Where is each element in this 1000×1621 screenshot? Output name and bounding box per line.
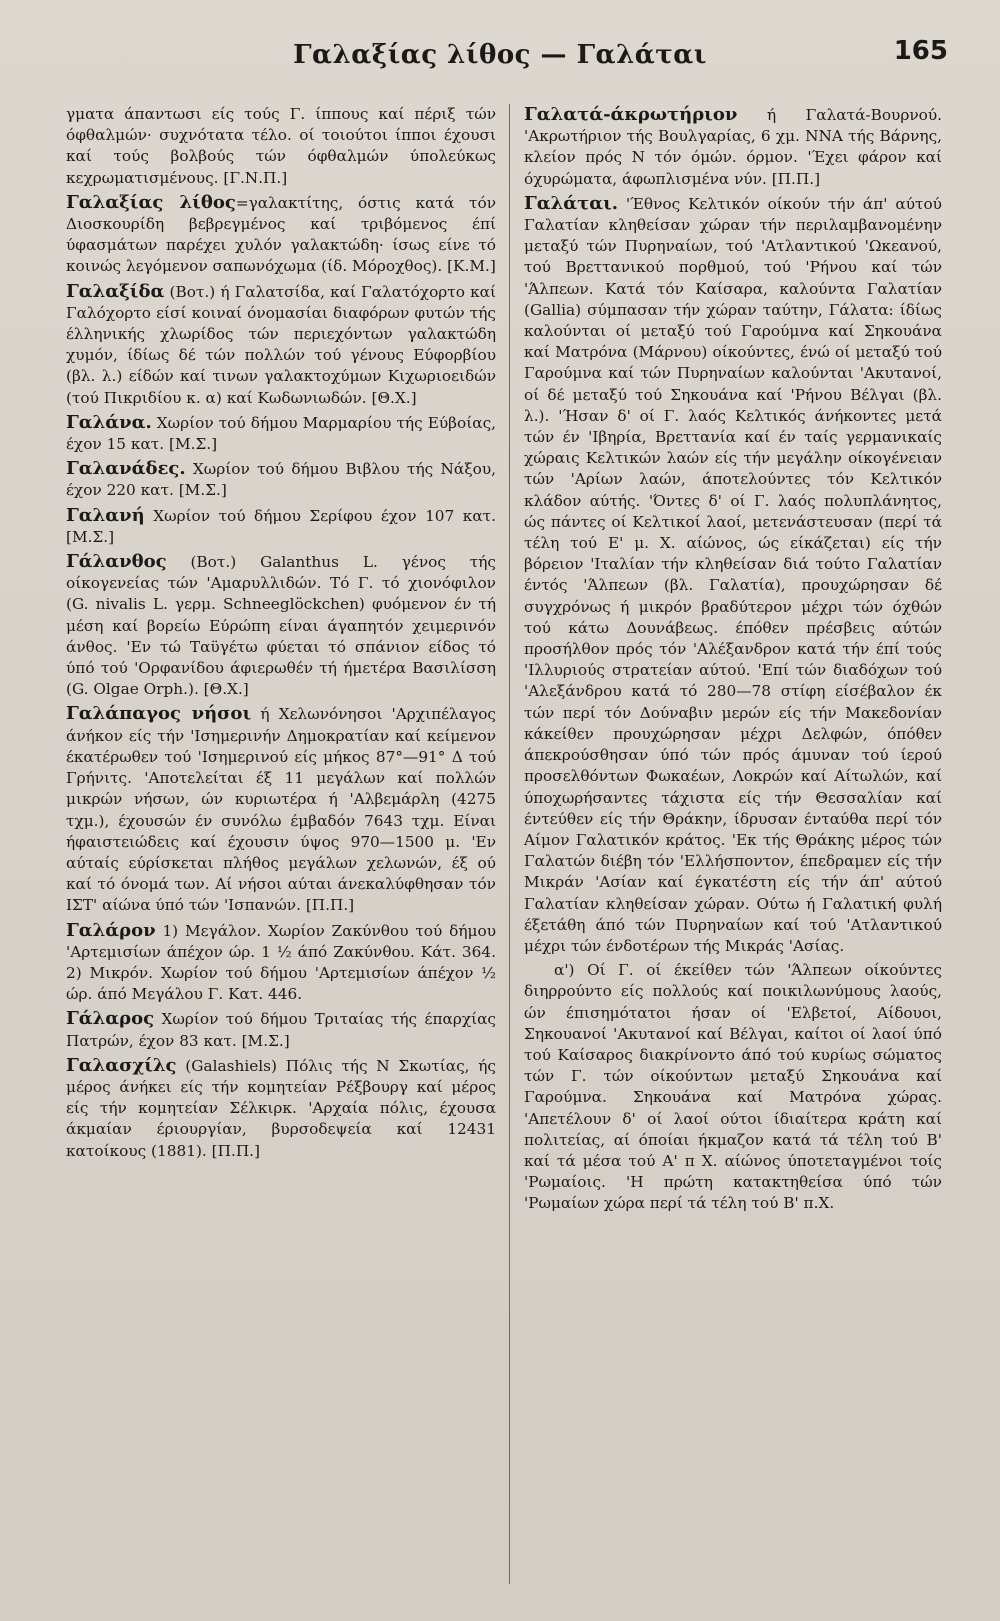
- entry-text: =γαλακτίτης, όστις κατά τόν Διοσκουρίδη βεβρεγμένος καί τριβόμενος έπί ύφασμάτων παρέχει χυλόν γαλακτώδη· ίσως είνε τό κοινώς λεγόμενον σαπωνόχωμα (ίδ. Μόροχθος). [Κ.Μ.]: [66, 193, 496, 276]
- entry-text: (Βοτ.) Galanthus L. γένος τής οίκογενείας τών 'Αμαρυλλιδών. Τό Γ. τό χιονόφιλον (G. nivalis L. γερμ. Schneeglöckchen) φυόμενον έν τή μέση καί βορείω Εύρώπη είναι άγαπητόν χειμερινόν άνθος. 'Εν τώ Ταϋγέτω φύεται τό σπάνιον είδος τό ύπό τού 'Ορφανίδου άφιερωθέν τή ήμετέρα Βασιλίσση (G. Olgae Orph.). [Θ.Χ.]: [66, 553, 496, 699]
- entry: [66, 458, 496, 501]
- entry-text: ή Γαλατά-Βουρνού. 'Ακρωτήριον τής Βουλγαρίας, 6 χμ. ΝΝΑ τής Βάρνης, κλείον πρός Ν τόν όμών. όρμον. 'Έχει φάρον καί όχυρώματα, άφωπλισμένα νύν. [Π.Π.]: [524, 106, 942, 188]
- entry-text: ή Χελωνόνησοι 'Αρχιπέλαγος άνήκον είς τήν 'Ισημερινήν Δημοκρατίαν καί κείμενον έκατέρωθεν τού 'Ισημερινού είς μήκος 87°—91° Δ τού Γρήνιτς. 'Αποτελείται έξ 11 μεγάλων καί πολλών μικρών νήσων, ών κυριωτέρα ή 'Αλβεμάρλη (4275 τχμ.), έχουσών έν συνόλω έμβαδόν 7643 τχμ. Είναι ήφαιστειώδεις καί έχουσιν ύψος 970—1500 μ. 'Εν αύταίς εύρίσκεται πλήθος μεγάλων χελωνών, έξ ού καί τό όνομά των. Αί νήσοι αύται άνεκαλύφθησαν τόν ΙΣΤ' αίώνα ύπό τών 'Ισπανών. [Π.Π.]: [66, 705, 496, 915]
- entry-headword: Γαλάται.: [524, 192, 619, 214]
- entry: [524, 104, 942, 190]
- entry-headword: Γαλάπαγος νήσοι: [66, 703, 252, 725]
- entry-text: Χωρίον τού δήμου Μαρμαρίου τής Εύβοίας, έχον 15 κατ. [Μ.Σ.]: [66, 413, 496, 454]
- entry-text: 1) Μεγάλον. Χωρίον Ζακύνθου τού δήμου 'Αρτεμισίων άπέχον ώρ. 1 ½ άπό Ζακύνθου. Κάτ. 364. 2) Μικρόν. Χωρίον τού δήμου 'Αρτεμισίων άπέχον ½ ώρ. άπό Μεγάλου Γ. Κατ. 446.: [66, 921, 496, 1004]
- entry-text: (Βοτ.) ή Γαλατσίδα, καί Γαλατόχορτο καί Γαλόχορτο είσί κοιναί όνομασίαι διαφόρων φυτών τής έλληνικής χλωρίδος τών περιεχόντων γαλακτώδη χυμόν, ίδίως δέ τών πολλών τού γένους Εύφορβίου (βλ. λ.) είδών καί τινων γαλακτοχύμων Κιχωριοειδών (τού Πικριδίου κ. α) καί Κωδωνιωδών. [Θ.Χ.]: [66, 282, 496, 407]
- entry: [66, 551, 496, 700]
- entry-headword: Γαλάρον: [66, 919, 156, 941]
- entry: [66, 104, 496, 189]
- entry-headword: Γαλασχίλς: [66, 1054, 177, 1076]
- entry-headword: Γαλαξίας λίθος: [66, 191, 236, 213]
- entry: [66, 1055, 496, 1162]
- entry: [524, 960, 942, 1214]
- entry-text: γματα άπαντωσι είς τούς Γ. ίππους καί πέριξ τών όφθαλμών· συχνότατα τέλο. οί τοιούτοι ίπποι έχουσι καί τούς βολβούς τών όφθαλμών ύπολεύκως κεχρωματισμένους. [Γ.Ν.Π.]: [66, 105, 496, 187]
- entry: [66, 703, 496, 916]
- entry: [66, 920, 496, 1006]
- entry-headword: Γαλατά-άκρωτήριον: [524, 104, 738, 125]
- entry-text: α') Οί Γ. οί έκείθεν τών 'Άλπεων οίκούντες διηρρούντο είς πολλούς καί ποικιλωνύμους λαούς, ών έπισημότατοι ήσαν οί 'Ελβετοί, Αίδουοι, Σηκουανοί 'Ακυτανοί καί Βέλγαι, καίτοι οί λαοί ύπό τού Καίσαρος διακρίνοντο άπό τού κυρίως σώματος τών Γ. τών οίκούντων μεταξύ Σηκουάνα καί Γαρούμνα. Σηκουάνα καί Ματρόνα χώρας. 'Απετέλουν δ' οί λαοί ούτοι ίδιαίτερα κράτη καί πολιτείας, αί όποίαι ήκμαζον κατά τά τέλη τού Β' καί τά μέσα τού Α' π Χ. αίώνος ύποτεταγμένοι τοίς 'Ρωμαίοις. 'Η πρώτη κατακτηθείσα ύπό τών 'Ρωμαίων χώρα περί τά τέλη τού Β' π.Χ.: [524, 961, 942, 1213]
- page-number: 165: [893, 36, 948, 66]
- entry-text: Χωρίον τού δήμου Βιβλου τής Νάξου, έχον 220 κατ. [Μ.Σ.]: [66, 460, 496, 500]
- column-divider: [509, 104, 510, 1584]
- entry-text: 'Έθνος Κελτικόν οίκούν τήν άπ' αύτού Γαλατίαν κληθείσαν χώραν τήν περιλαμβανομένην μεταξύ τών Πυρηναίων, τού 'Ατλαντικού 'Ωκεανού, τού Βρεττανικού πορθμού, τού 'Ρήνου καί τών 'Άλπεων. Κατά τόν Καίσαρα, καλούντα Γαλατίαν (Gallia) σύμπασαν τήν χώραν ταύτην, Γάλατα: ίδίως καλούνται οί μεταξύ τού Γαρούμνα καί Σηκουάνα καί Ματρόνα (Μάρνου) οίκούντες, ένώ οί μεταξύ τού Γαρούμνα καί τών Πυρηναίων καλούνται 'Ακυτανοί, οί δέ μεταξύ τού Σηκουάνα καί 'Ρήνου Βέλγαι (βλ. λ.). 'Ήσαν δ' οί Γ. λαός Κελτικός άνήκοντες μετά τών έν 'Ιβηρία, Βρεττανία καί έν ταίς γερμανικαίς χώραις Κελτικών λαών είς τήν μεγάλην οίκογένειαν τών 'Αρίων λαών, άποτελούντες τόν Κελτικόν κλάδον αύτής. 'Όντες δ' οί Γ. λαός πολυπλάνητος, ώς πάντες οί Κελτικοί λαοί, μετενάστευσαν (περί τά τέλη τού Ε' μ. Χ. αίώνος, ώς είκάζεται) είς τήν βόρειον 'Ιταλίαν τήν κληθείσαν διά τούτο Γαλατίαν έντός 'Άλπεων (βλ. Γαλατία), προυχώρησαν δέ συγχρόνως ή μικρόν βραδύτερον μέχρι τών όχθών τού κάτω Δουνάβεως. έπόθεν πρέσβεις αύτών προσήλθον πρός τόν 'Αλέξανδρον κατά τήν έπί τούς 'Ιλλυριούς στρατείαν αύτού. 'Επί τών διαδόχων τού 'Αλεξάνδρου κατά τό 280—78 στίφη είσέβαλον έκ τών περί τόν Δούναβιν μερών είς τήν Μακεδονίαν κάκείθεν προυχώρησαν μέχρι Δελφών, όπόθεν άπεκρούσθησαν ύπό τών πρός άμυναν τού ίερού προσελθόντων Φωκαέων, Λοκρών καί Αίτωλών, καί ύποχωρήσαντες τάχιστα είς τήν Θεσσαλίαν καί έντεύθεν είς τήν Θράκην, ίδρυσαν ένταύθα περί τόν Αίμον Γαλατικόν κράτος. 'Εκ τής Θράκης μέρος τών Γαλατών διέβη τόν 'Ελλήσποντον, έπεδραμεν είς τήν Μικράν 'Ασίαν καί έγκατέστη είς τήν άπ' αύτού Γαλατίαν κληθείσαν χώραν. Ούτω ή Γαλατική φυλή έξετάθη άπό τών Πυρηναίων καί τού 'Ατλαντικού μέχρι τών ένδοτέρων τής Μικράς 'Ασίας.: [524, 194, 942, 955]
- entry: [66, 281, 496, 409]
- entry-headword: Γαλανάδες.: [66, 458, 186, 480]
- entry: [66, 505, 496, 548]
- entry-headword: Γαλάνα.: [66, 411, 152, 433]
- entry-text: (Galashiels) Πόλις τής Ν Σκωτίας, ής μέρος άνήκει είς τήν κομητείαν Ρέξβουργ καί μέρος είς τήν κομητείαν Σέλκιρκ. 'Αρχαία πόλις, έχουσα άκμαίαν έριουργίαν, βυρσοδεψεία καί 12431 κατοίκους (1881). [Π.Π.]: [66, 1056, 496, 1160]
- right-column: [524, 104, 942, 1218]
- left-column: [66, 104, 496, 1165]
- entry-headword: Γαλαξίδα: [66, 280, 165, 302]
- page-header: [0, 36, 1000, 80]
- entry-text: Χωρίον τού δήμου Τριταίας τής έπαρχίας Πατρών, έχον 83 κατ. [Μ.Σ.]: [66, 1010, 496, 1050]
- entry-headword: Γάλανθος: [66, 551, 167, 573]
- running-title: Γαλαξίας λίθος — Γαλάται: [293, 40, 707, 70]
- entry: [524, 193, 942, 957]
- entry-headword: Γάλαρος: [66, 1008, 155, 1030]
- entry: [66, 192, 496, 278]
- entry: [66, 1008, 496, 1051]
- entry-headword: Γαλανή: [66, 504, 145, 526]
- entry: [66, 412, 496, 455]
- entry-text: Χωρίον τού δήμου Σερίφου έχον 107 κατ. [Μ.Σ.]: [66, 506, 496, 546]
